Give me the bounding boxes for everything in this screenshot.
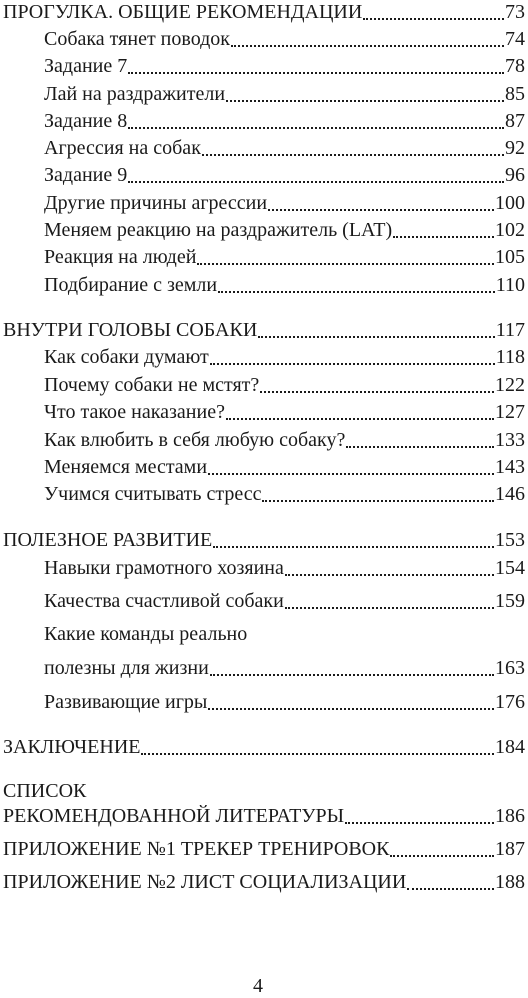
toc-page-number: 100 [495, 192, 525, 214]
toc-item [44, 53, 525, 79]
toc-item [44, 244, 525, 270]
toc-section-walk [3, 0, 525, 25]
toc-page-number: 146 [495, 483, 525, 505]
toc-item-title: Задание 7 [44, 55, 128, 77]
toc-item-title: Развивающие игры [44, 691, 208, 713]
toc-item-title: Навыки грамотного хозяина [44, 557, 284, 579]
dot-leader [202, 154, 504, 156]
toc-item [44, 108, 525, 134]
dot-leader [128, 181, 504, 183]
toc-page-number: 118 [495, 346, 525, 368]
dot-leader [128, 72, 504, 74]
toc-item-title: Собака тянет поводок [44, 28, 231, 50]
toc-item-title: Задание 9 [44, 164, 128, 186]
dot-leader [363, 18, 504, 20]
toc-item [44, 344, 525, 370]
toc-item-title: Реакция на людей [44, 246, 197, 268]
dot-leader [213, 546, 494, 548]
dot-leader [268, 209, 494, 211]
dot-leader [346, 446, 494, 448]
toc-item [44, 190, 525, 216]
toc-item [44, 454, 525, 480]
toc-item-title: Как влюбить в себя любую собаку? [44, 429, 346, 451]
dot-leader [345, 822, 494, 824]
toc-section-title: ПРОГУЛКА. ОБЩИЕ РЕКОМЕНДАЦИИ [3, 1, 363, 23]
toc-item [44, 399, 525, 425]
toc-page-number: 188 [495, 871, 525, 893]
dot-leader [208, 708, 494, 710]
toc-item-title: Задание 8 [44, 110, 128, 132]
dot-leader [262, 500, 494, 502]
toc-page-number: 78 [505, 55, 525, 77]
toc-section-development [3, 527, 525, 553]
toc-item-title: Учимся считывать стресс [44, 483, 262, 505]
toc-item-title: Меняемся местами [44, 456, 208, 478]
dot-leader [141, 753, 494, 755]
toc-item-title: Как собаки думают [44, 346, 209, 368]
dot-leader [226, 100, 504, 102]
dot-leader [285, 607, 494, 609]
toc-section-title: ПРИЛОЖЕНИЕ №2 ЛИСТ СОЦИАЛИЗАЦИИ [3, 871, 407, 893]
toc-item-title: Агрессия на собак [44, 137, 201, 159]
toc-page-number: 96 [505, 164, 525, 186]
toc-item [44, 555, 525, 581]
toc-page-number: 133 [495, 429, 525, 451]
toc-page-number: 186 [495, 805, 525, 827]
toc-item-title: Какие команды реально [44, 623, 248, 645]
dot-leader [285, 574, 494, 576]
toc-page-number: 122 [495, 374, 525, 396]
toc-page-number: 117 [495, 319, 525, 341]
dot-leader [390, 855, 494, 857]
toc-section-conclusion [3, 734, 525, 760]
toc-page-number: 153 [495, 529, 525, 551]
dot-leader [231, 45, 504, 47]
toc-item [44, 588, 525, 614]
toc-section-literature [3, 803, 525, 829]
toc-item [44, 372, 525, 398]
toc-section-appendix-1 [3, 836, 525, 862]
toc-item [44, 427, 525, 453]
toc-section-title: ПОЛЕЗНОЕ РАЗВИТИЕ [3, 529, 213, 551]
toc-page-number: 143 [495, 456, 525, 478]
toc-item-line1 [44, 621, 525, 647]
dot-leader [407, 888, 494, 890]
toc-page-number: 102 [495, 219, 525, 241]
toc-item-title: Меняем реакцию на раздражитель (LAT) [44, 219, 393, 241]
toc-item-title: Лай на раздражители [44, 83, 226, 105]
toc-item [44, 655, 525, 681]
toc-page-number: 184 [495, 736, 525, 758]
toc-page-number: 159 [495, 590, 525, 612]
toc-section-title: ВНУТРИ ГОЛОВЫ СОБАКИ [3, 319, 258, 341]
dot-leader [128, 127, 504, 129]
toc-item-title: Что такое наказание? [44, 401, 225, 423]
toc-item [44, 481, 525, 507]
toc-item [44, 272, 525, 298]
toc-item [44, 162, 525, 188]
toc-page-number: 163 [495, 657, 525, 679]
toc-page-number: 73 [505, 1, 525, 23]
dot-leader [210, 363, 495, 365]
toc-page-number: 74 [505, 28, 525, 50]
toc-page-number: 92 [505, 137, 525, 159]
toc-item [44, 135, 525, 161]
toc-section-title: СПИСОК [3, 780, 87, 802]
dot-leader [260, 391, 494, 393]
toc-page-number: 187 [495, 838, 525, 860]
dot-leader [210, 674, 494, 676]
page-number: 4 [253, 975, 263, 997]
dot-leader [208, 473, 494, 475]
toc-item-title: Качества счастливой собаки [44, 590, 284, 612]
toc-page-number: 105 [495, 246, 525, 268]
toc-item-title: Другие причины агрессии [44, 192, 268, 214]
toc-item [44, 81, 525, 107]
toc-section-appendix-2 [3, 869, 525, 895]
toc-section-title: РЕКОМЕНДОВАННОЙ ЛИТЕРАТУРЫ [3, 805, 345, 827]
dot-leader [226, 418, 494, 420]
toc-item-title: полезны для жизни [44, 657, 209, 679]
toc-item [44, 26, 525, 52]
toc-section-title: ЗАКЛЮЧЕНИЕ [3, 736, 141, 758]
toc-item-title: Почему собаки не мстят? [44, 374, 260, 396]
toc-page-number: 85 [505, 83, 525, 105]
dot-leader [393, 236, 494, 238]
toc-section-title: ПРИЛОЖЕНИЕ №1 ТРЕКЕР ТРЕНИРОВОК [3, 838, 390, 860]
dot-leader [197, 263, 494, 265]
dot-leader [218, 291, 495, 293]
dot-leader [258, 336, 494, 338]
toc-section-literature-line1 [3, 778, 525, 804]
toc-item [44, 689, 525, 715]
toc-page-number: 154 [495, 557, 525, 579]
toc-page-number: 127 [495, 401, 525, 423]
toc-item [44, 217, 525, 243]
toc-page-number: 87 [505, 110, 525, 132]
toc-section-inside-head [3, 317, 525, 343]
toc-item-title: Подбирание с земли [44, 274, 218, 296]
toc-page-number: 110 [495, 274, 525, 296]
toc-page-number: 176 [495, 691, 525, 713]
